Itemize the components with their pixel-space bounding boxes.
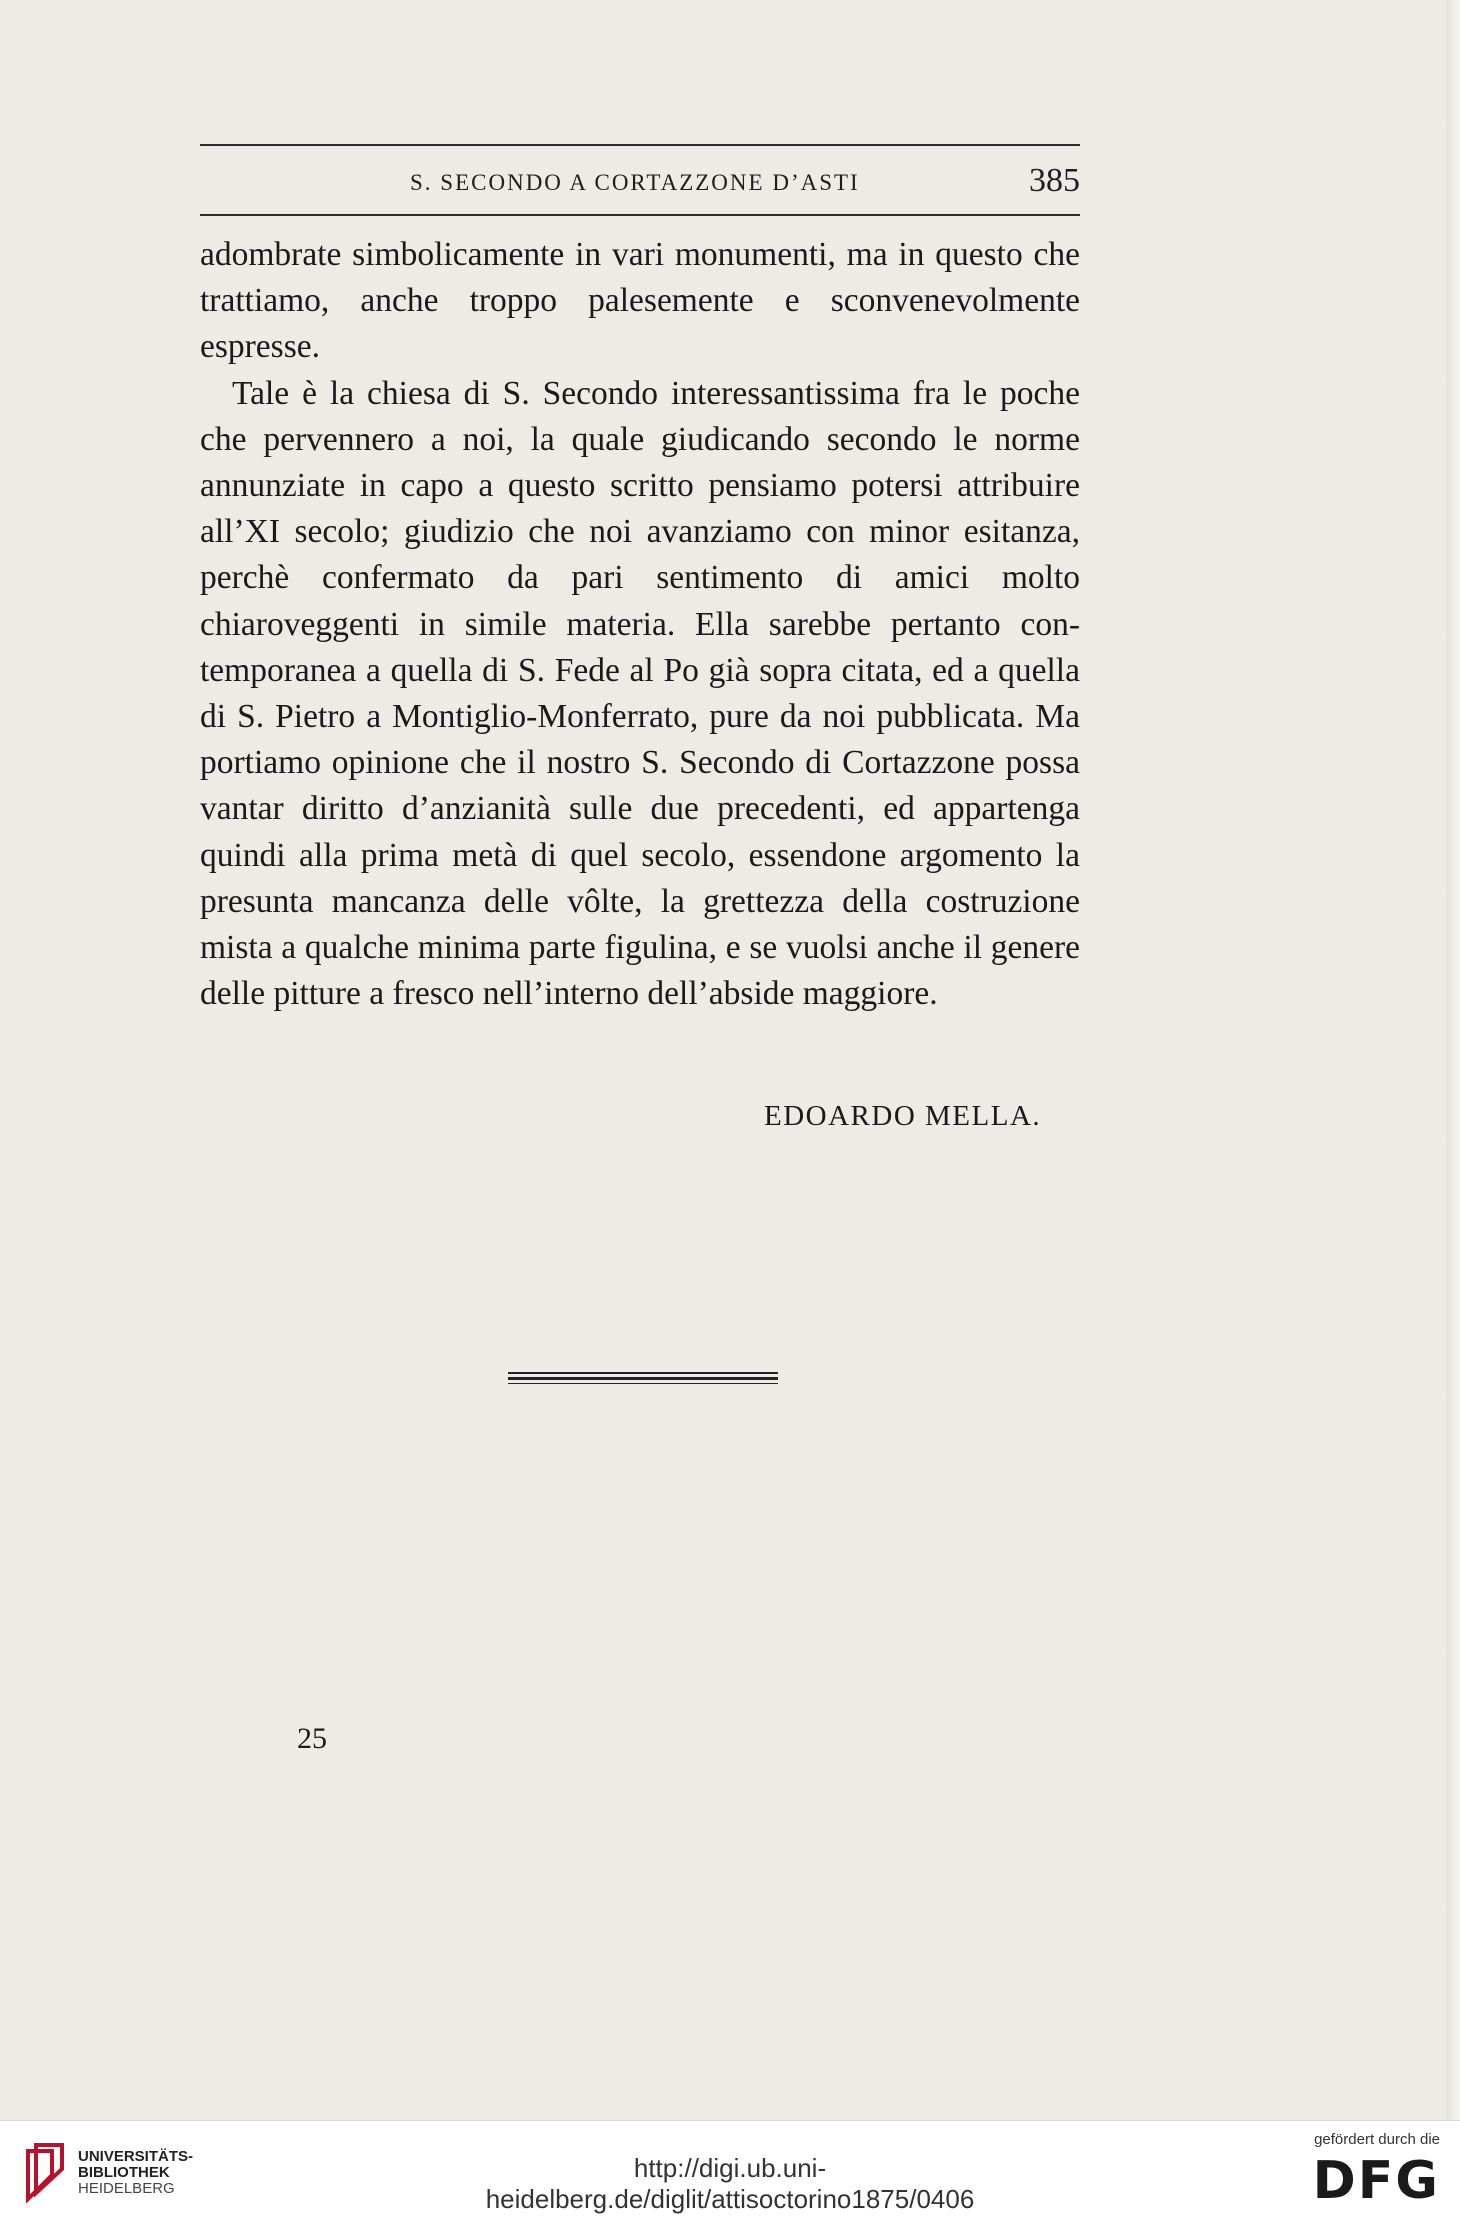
closing-ornament-rule <box>508 1372 778 1386</box>
running-head <box>200 162 1080 202</box>
dfg-logo-text: DFG <box>1312 2151 1440 2211</box>
library-name-line-2: BIBLIOTHEK <box>78 2164 170 2181</box>
author-signature: EDOARDO MELLA. <box>764 1100 1042 1132</box>
body-text <box>200 232 1080 1017</box>
header-top-rule <box>200 144 1080 146</box>
library-name-line-1: UNIVERSITÄTS- <box>78 2148 194 2165</box>
page-edge <box>1446 0 1460 2120</box>
dfg-funding-logo[interactable] <box>1296 2131 1446 2217</box>
paragraph-2: Tale è la chiesa di S. Secondo interessantissima fra le poche che pervennero a noi, la quale giudicando secondo le norme annunziate in capo a questo scritto pensiamo potersi attribuire all’XI secolo; giudizio che noi avanziamo con minor esitanza, perchè confermato da pari sentimento di amici molto chiaroveggenti in simile materia. Ella sarebbe pertanto contemporanea a quella di S. Fede al Po già sopra citata, ed a quella di S. Pietro a Montiglio-Monferrato, pure da noi pubblicata. Ma portiamo opinione che il nostro S. Secondo di Cortazzone possa vantar diritto d’anzianità sulle due precedenti, ed appartenga quindi alla prima metà di quel secolo, essendone argomento la presunta mancanza delle vôlte, la grettezza della costruzione mista a qualche minima parte figulina, e se vuolsi anche il genere delle pitture a fresco nell’interno dell’abside maggiore. <box>200 374 1080 1013</box>
permalink-url[interactable]: http://digi.ub.uni-heidelberg.de/diglit/attisoctorino1875/0406 <box>485 2153 975 2214</box>
university-library-logo[interactable] <box>22 2139 194 2207</box>
library-name <box>78 2149 193 2197</box>
library-name-line-3: HEIDELBERG <box>78 2180 175 2197</box>
paragraph-1: adombrate simbolicamente in vari monumenti, ma in questo che trattiamo, anche troppo palesemente e sconvenevolmente espresse. <box>200 236 1080 366</box>
running-title: S. SECONDO A CORTAZZONE D’ASTI <box>410 170 860 195</box>
funding-caption: gefördert durch die <box>1314 2131 1440 2148</box>
page-number: 385 <box>1029 162 1080 199</box>
library-emblem-icon <box>22 2141 68 2203</box>
printer-signature-mark: 25 <box>297 1722 327 1755</box>
header-bottom-rule <box>200 214 1080 216</box>
